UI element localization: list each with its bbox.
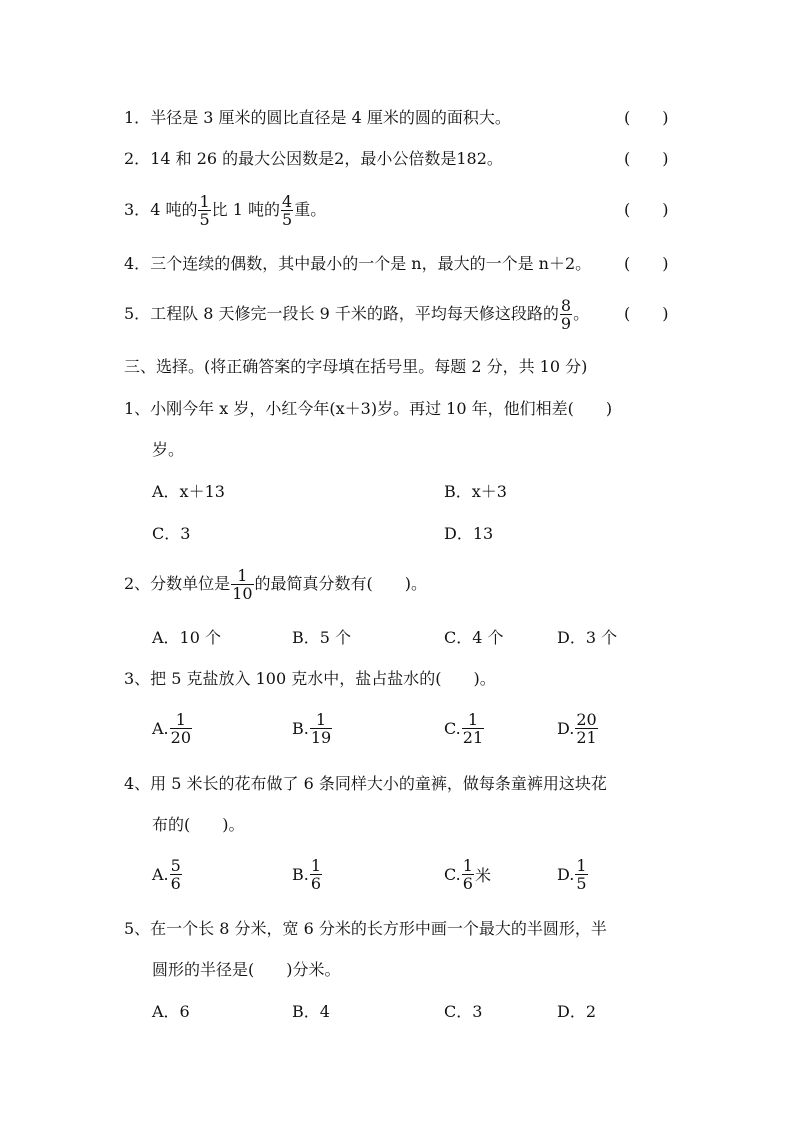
choice-q1-option-a[interactable]: A．x＋13 <box>152 482 225 501</box>
fraction-20-21 <box>575 711 597 746</box>
choice-q4-option-c[interactable] <box>444 857 491 892</box>
fraction-numerator: 1 <box>170 711 192 729</box>
choice-q1-option-d[interactable]: D．13 <box>444 524 494 543</box>
fraction-denominator: 9 <box>560 314 572 333</box>
fraction-numerator: 5 <box>170 856 181 875</box>
choice-q2-option-d[interactable]: D．3 个 <box>557 628 618 647</box>
choice-q1-line-2: 岁。 <box>152 440 185 459</box>
fraction-numerator: 1 <box>231 567 253 585</box>
choice-q4-option-a[interactable] <box>152 857 183 892</box>
choice-q3-option-a[interactable] <box>152 711 193 746</box>
choice-q1-line-1: 1、小刚今年 x 岁，小红今年(x＋3)岁。再过 10 年，他们相差( ) <box>124 399 613 418</box>
choice-q4-line-2: 布的( )。 <box>152 815 245 834</box>
judge-item-3-text-mid: 比 1 吨的 <box>211 200 281 219</box>
fraction-denominator: 5 <box>576 874 587 893</box>
fraction-denominator: 6 <box>170 874 181 893</box>
judge-item-2-text: 14 和 26 的最大公因数是2，最小公倍数是182。 <box>150 149 503 168</box>
judge-item-2-number: 2． <box>124 149 151 168</box>
fraction-denominator: 19 <box>310 728 332 747</box>
option-letter: A. <box>152 865 169 884</box>
choice-q3-option-c[interactable] <box>444 711 485 746</box>
choice-q2-option-b[interactable]: B．5 个 <box>292 628 352 647</box>
choice-q1-option-b[interactable]: B．x＋3 <box>444 482 507 501</box>
choice-q3-question: 3、把 5 克盐放入 100 克水中，盐占盐水的( )。 <box>124 669 496 688</box>
section-3-title: 三、选择。(将正确答案的字母填在括号里。每题 2 分，共 10 分) <box>124 357 588 376</box>
choice-q5-line-2: 圆形的半径是( )分米。 <box>152 960 341 979</box>
choice-q5-option-c[interactable]: C．3 <box>444 1002 483 1021</box>
judge-item-1 <box>124 108 511 128</box>
fraction-1-6 <box>310 857 322 892</box>
fraction-1-19 <box>310 711 332 746</box>
fraction-1-6 <box>462 857 474 892</box>
fraction-1-21 <box>462 711 484 746</box>
judge-item-2 <box>124 149 503 169</box>
choice-q5-option-d[interactable]: D．2 <box>557 1002 597 1021</box>
choice-q1-option-c[interactable]: C．3 <box>152 524 191 543</box>
fraction-denominator: 5 <box>282 210 293 229</box>
option-letter: D. <box>557 865 575 884</box>
choice-q2-question <box>124 564 427 604</box>
fraction-numerator: 1 <box>310 856 322 875</box>
fraction-denominator: 6 <box>462 874 473 893</box>
option-letter: C. <box>444 865 461 884</box>
fraction-numerator: 1 <box>576 856 587 875</box>
fraction-1-5 <box>198 193 210 228</box>
fraction-5-6 <box>170 857 182 892</box>
fraction-numerator: 1 <box>462 856 473 875</box>
choice-q3-option-d[interactable] <box>557 711 599 746</box>
judge-item-5-text-post: 。 <box>573 304 590 323</box>
judge-answer-paren-1[interactable]: ( ) <box>624 108 669 127</box>
choice-q5-option-b[interactable]: B．4 <box>292 1002 330 1021</box>
fraction-numerator: 1 <box>310 711 332 729</box>
option-letter: B. <box>292 719 309 738</box>
judge-item-5-text-pre: 工程队 8 天修完一段长 9 千米的路，平均每天修这段路的 <box>150 304 559 323</box>
fraction-denominator: 5 <box>199 210 210 229</box>
choice-q3-option-b[interactable] <box>292 711 333 746</box>
judge-answer-paren-3[interactable]: ( ) <box>624 200 669 219</box>
choice-q5-option-a[interactable]: A．6 <box>152 1002 190 1021</box>
judge-item-3-text-post: 重。 <box>294 200 327 219</box>
choice-q2-option-c[interactable]: C．4 个 <box>444 628 504 647</box>
unit-suffix: 米 <box>474 866 491 885</box>
option-letter: B. <box>292 865 309 884</box>
option-letter: D. <box>557 719 575 738</box>
judge-item-5 <box>124 294 589 334</box>
judge-item-4-number: 4． <box>124 254 151 273</box>
fraction-numerator: 1 <box>199 192 210 211</box>
choice-q2-text-pre: 2、分数单位是 <box>124 574 231 593</box>
option-letter: C. <box>444 719 461 738</box>
fraction-1-10 <box>231 567 253 602</box>
choice-q4-option-b[interactable] <box>292 857 323 892</box>
fraction-1-20 <box>170 711 192 746</box>
judge-answer-paren-5[interactable]: ( ) <box>624 304 669 323</box>
fraction-numerator: 1 <box>462 711 484 729</box>
fraction-denominator: 21 <box>462 728 484 747</box>
fraction-denominator: 20 <box>170 728 191 747</box>
fraction-denominator: 21 <box>576 728 597 747</box>
fraction-4-5 <box>281 193 293 228</box>
choice-q2-text-post: 的最简真分数有( )。 <box>254 574 428 593</box>
judge-item-3-number: 3． <box>124 200 151 219</box>
choice-q4-option-d[interactable] <box>557 857 589 892</box>
fraction-numerator: 8 <box>560 296 572 315</box>
judge-answer-paren-4[interactable]: ( ) <box>624 254 669 273</box>
option-letter: A. <box>152 719 169 738</box>
judge-item-1-number: 1． <box>124 108 151 127</box>
choice-q5-line-1: 5、在一个长 8 分米，宽 6 分米的长方形中画一个最大的半圆形，半 <box>124 919 607 938</box>
judge-answer-paren-2[interactable]: ( ) <box>624 149 669 168</box>
judge-item-3-text-pre: 4 吨的 <box>150 200 198 219</box>
fraction-numerator: 20 <box>576 710 597 729</box>
fraction-numerator: 4 <box>282 192 293 211</box>
fraction-1-5 <box>575 857 587 892</box>
judge-item-4 <box>124 254 591 274</box>
fraction-denominator: 10 <box>232 584 253 603</box>
fraction-denominator: 6 <box>310 874 322 893</box>
judge-item-5-number: 5． <box>124 304 151 323</box>
judge-item-1-text: 半径是 3 厘米的圆比直径是 4 厘米的圆的面积大。 <box>150 108 511 127</box>
choice-q4-line-1: 4、用 5 米长的花布做了 6 条同样大小的童裤，做每条童裤用这块花 <box>124 774 607 793</box>
fraction-8-9 <box>560 297 572 332</box>
choice-q2-option-a[interactable]: A．10 个 <box>152 628 222 647</box>
judge-item-3 <box>124 190 326 230</box>
judge-item-4-text: 三个连续的偶数，其中最小的一个是 n，最大的一个是 n＋2。 <box>150 254 592 273</box>
